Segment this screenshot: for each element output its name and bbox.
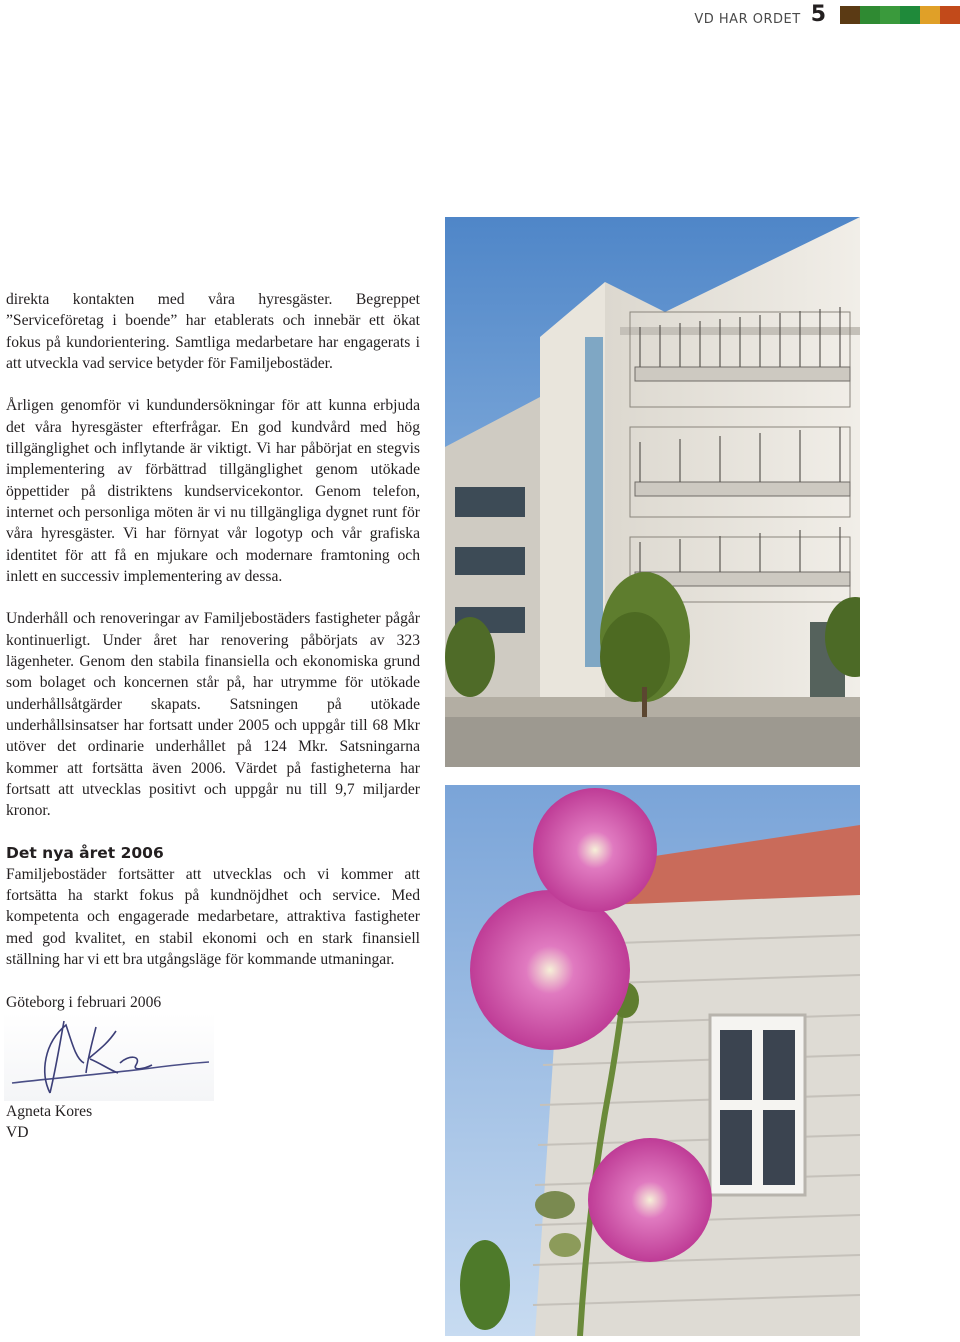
signature-image [4,1013,214,1101]
color-swatches [840,6,960,24]
paragraph: direkta kontakten med våra hyresgäster. Begreppet ”Serviceföretag i boende” har etablerats och innebär ett ökat fokus på kundorientering. Samtliga medarbetare har engagerats i att utveckla vad service betyder för Familjebostäder. [6,291,420,372]
article-column [6,289,420,1143]
signer-title: VD [6,1124,29,1142]
section-heading: Det nya året 2006 [6,843,164,862]
place-date: Göteborg i februari 2006 [6,993,162,1011]
paragraph: Underhåll och renoveringar av Familjebostäders fastigheter pågår kontinuerligt. Under året har renovering påbörjats av 323 lägenheter. Genom den stabila finansiella och ekonomiska grund som bolaget och koncernen står på, har utrymme för utökade underhållsåtgärder skapats. Satsningen på utökade underhållsinsatser har fortsatt under 2005 och uppgår till 68 Mkr utöver det ordinarie underhållet på 124 Mkr. Satsningarna kommer att fortsätta även 2006. Värdet på fastigheterna har fortsatt att utvecklas positivt och uppgår nu till 9,7 miljarder kronor. [6,610,420,820]
swatch [860,6,880,24]
swatch [920,6,940,24]
swatch [880,6,900,24]
flower-photo [445,785,860,1336]
signer-name: Agneta Kores [6,1102,93,1120]
paragraph: Årligen genomför vi kundundersökningar för att kunna erbjuda det våra hyresgäster efterfrågar. En god kundvård med hög tillgänglighet och inflytande är viktigt. Vi har påbörjat en stegvis implementering av förbättrad tillgänglighet genom utökade öppettider på distriktens kundservicekontor. Genom telefon, internet och personliga möten är vi nu tillgängliga dygnet runt för våra hyresgäster. Vi har förnyat vår logotyp och vår grafiska identitet för att få en mjukare och modernare framtoning och inlett en successiv implementering av dessa. [6,397,420,585]
swatch [940,6,960,24]
flower-illustration [445,785,860,1336]
swatch [900,6,920,24]
building-illustration [445,217,860,767]
page-number: 5 [810,2,826,27]
section-label: VD HAR ORDET [694,12,801,27]
page-header [694,0,960,30]
building-photo [445,217,860,767]
swatch [840,6,860,24]
paragraph: Familjebostäder fortsätter att utvecklas och vi kommer att fortsätta ha starkt fokus på kundnöjdhet och service. Med kompetenta och engagerade medarbetare, attraktiva fastigheter med god kvalitet, en stabil ekonomi och en stark finansiell ställning har vi ett bra utgångsläge för kommande utmaningar. [6,865,420,968]
